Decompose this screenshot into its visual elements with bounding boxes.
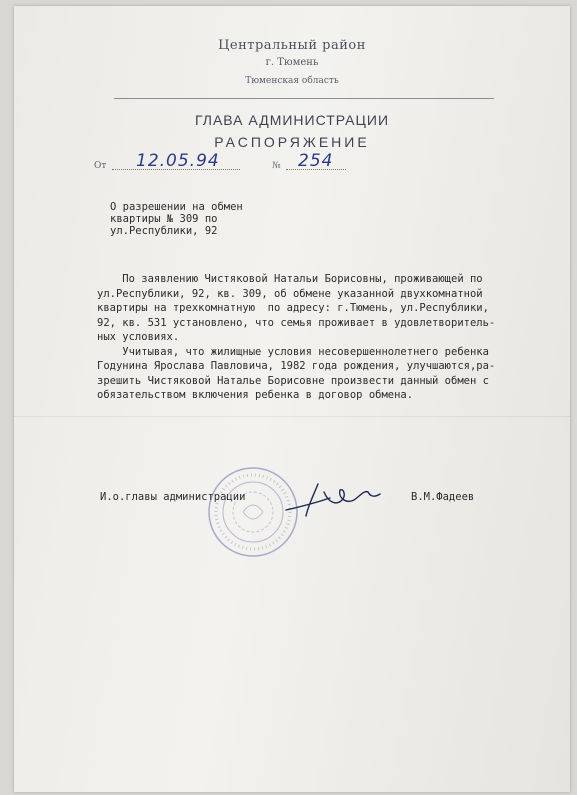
number-label: №	[272, 161, 281, 171]
document-sheet	[14, 6, 570, 792]
paper-fold	[14, 416, 570, 417]
body-line: квартиры на трехкомнатную по адресу: г.Тюмень, ул.Республики,	[97, 302, 489, 314]
order-date: 12.05.94	[136, 151, 220, 171]
header-city: г. Тюмень	[265, 57, 319, 68]
signatory-name: В.М.Фадеев	[411, 491, 475, 503]
body-line: зрешить Чистяковой Наталье Борисовне произвести данный обмен с	[97, 374, 489, 387]
subject-line: О разрешении на обмен	[110, 201, 243, 213]
body-line: По заявлению Чистяковой Натальи Борисовны, проживающей по	[97, 273, 483, 285]
order-number: 254	[298, 151, 334, 171]
from-label: От	[94, 161, 107, 171]
body-line: Годунина Ярослава Павловича, 1982 года рождения, улучшаются,ра-	[97, 360, 496, 372]
document-authority: ГЛАВА АДМИНИСТРАЦИИ	[194, 112, 390, 128]
subject-line: квартиры № 309 по	[110, 213, 218, 225]
header-district: Центральный район	[218, 38, 366, 53]
header-divider	[114, 98, 494, 99]
body-line: Учитывая, что жилищные условия несовершеннолетнего ребенка	[97, 345, 489, 358]
handwritten-signature	[284, 476, 384, 526]
order-number-row	[94, 153, 494, 173]
header-region: Тюменская область	[245, 76, 339, 86]
body-line: ных условиях.	[97, 331, 180, 343]
subject-block	[110, 201, 243, 237]
body-line: обязательством включения ребенка в договор обмена.	[97, 389, 414, 401]
subject-line: ул.Республики, 92	[110, 225, 218, 237]
document-type: РАСПОРЯЖЕНИЕ	[214, 134, 370, 150]
signatory-position: И.о.главы администрации	[100, 491, 246, 503]
body-line: ул.Республики, 92, кв. 309, об обмене указанной двухкомнатной	[97, 287, 483, 300]
body-text	[97, 272, 537, 403]
body-line: 92, кв. 531 установлено, что семья проживает в удовлетворитель-	[97, 316, 496, 329]
